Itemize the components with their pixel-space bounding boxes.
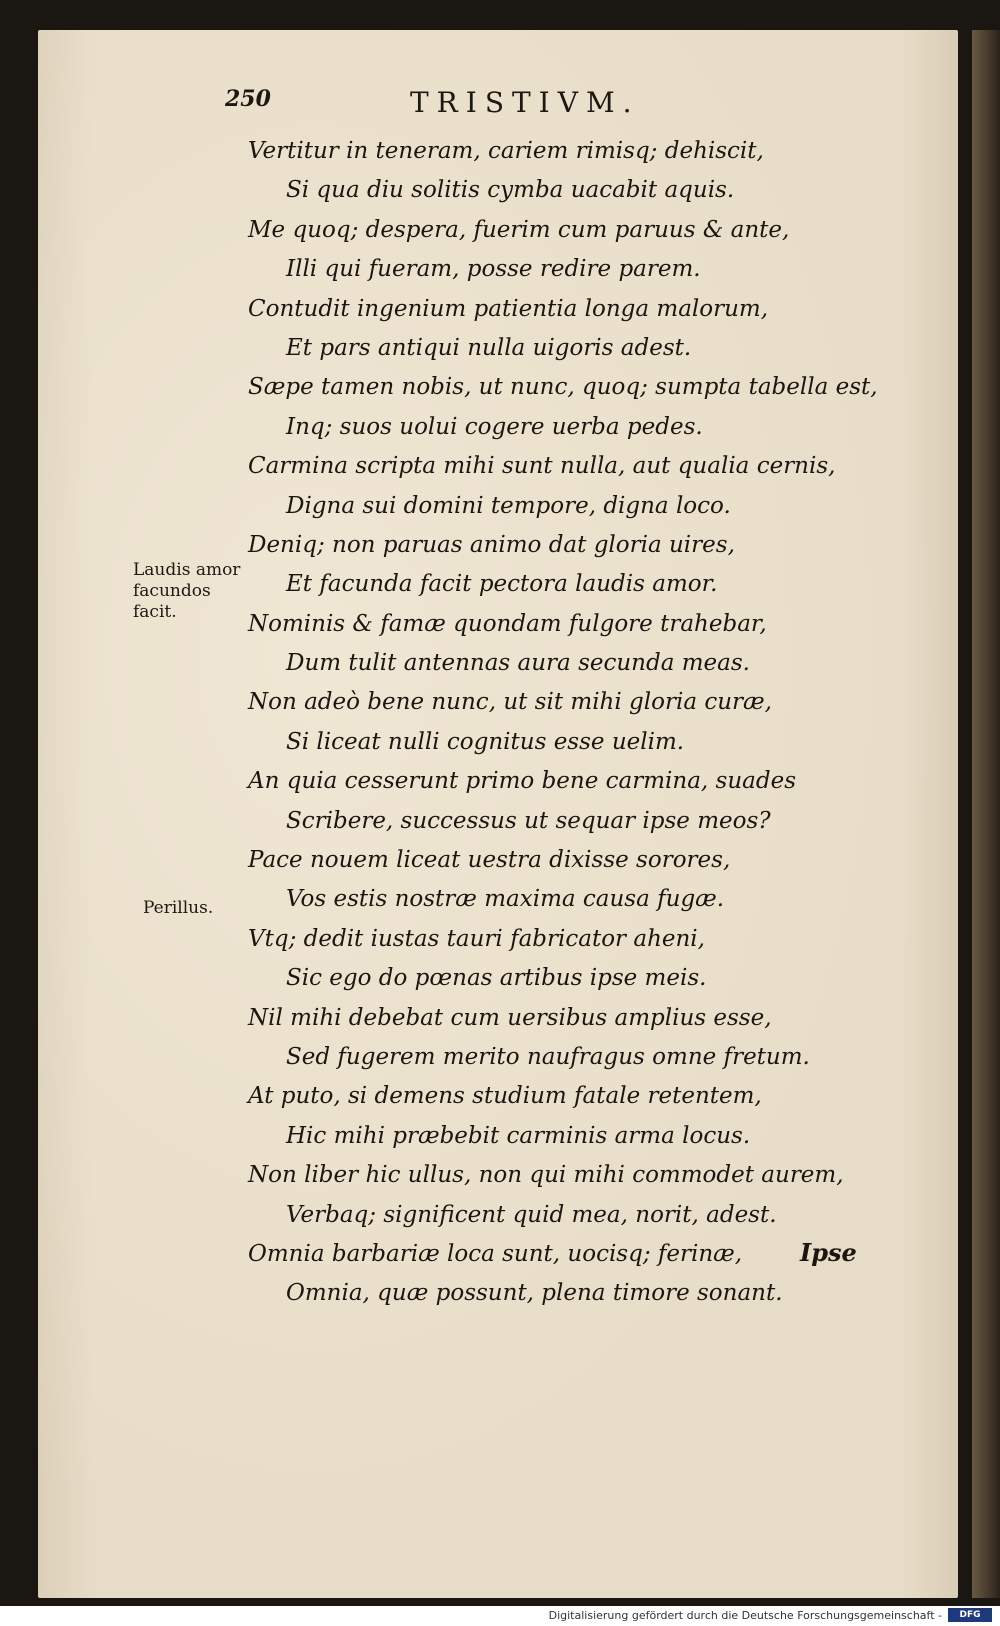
dfg-logo: DFG [948, 1608, 992, 1622]
verse-line: Digna sui domini tempore, digna loco. [286, 492, 731, 519]
verse-line: Si liceat nulli cognitus esse uelim. [286, 728, 685, 755]
verse-line: Omnia, quæ possunt, plena timore sonant. [286, 1280, 783, 1307]
verse-line: Contudit ingenium patientia longa malorum, [248, 295, 769, 322]
verse-block [248, 132, 878, 1314]
verse-line: Nil mihi debebat cum uersibus amplius esse, [248, 1004, 772, 1031]
verse-line: Sic ego do pœnas artibus ipse meis. [286, 965, 707, 992]
verse-line: Scribere, successus ut sequar ipse meos? [286, 807, 771, 834]
verse-line: Vertitur in teneram, cariem rimisq; dehiscit, [248, 138, 764, 164]
verse-line: Et pars antiqui nulla uigoris adest. [286, 334, 692, 361]
verse-line: Illi qui fueram, posse redire parem. [286, 256, 701, 283]
verse-line: Vos estis nostræ maxima causa fugæ. [286, 886, 725, 913]
verse-line: Deniq; non paruas animo dat gloria uires, [248, 531, 735, 558]
verse-line: Omnia barbariæ loca sunt, uocisq; ferinæ, [248, 1240, 743, 1267]
verse-line: An quia cesserunt primo bene carmina, suades [248, 768, 797, 795]
verse-line: Dum tulit antennas aura secunda meas. [286, 650, 750, 677]
verse-line: Me quoq; despera, fuerim cum paruus & ante, [248, 216, 790, 243]
funding-credit: Digitalisierung gefördert durch die Deutsche Forschungsgemeinschaft - [548, 1609, 942, 1622]
verse-line: At puto, si demens studium fatale retentem, [248, 1083, 762, 1110]
verse-line: Nominis & famæ quondam fulgore trahebar, [248, 610, 767, 637]
verse-line: Inq; suos uolui cogere uerba pedes. [286, 413, 703, 440]
verse-line: Verbaq; significent quid mea, norit, adest. [286, 1201, 777, 1228]
marginal-note-laudis: Laudis amor facundos facit. [133, 560, 241, 622]
verse-line: Pace nouem liceat uestra dixisse sorores, [248, 847, 731, 874]
verse-line: Si qua diu solitis cymba uacabit aquis. [286, 177, 735, 204]
verse-line: Sed fugerem merito naufragus omne fretum. [286, 1043, 810, 1070]
marginal-note-perillus: Perillus. [143, 898, 214, 918]
running-head: TRISTIVM. [410, 86, 640, 119]
verse-line: Sæpe tamen nobis, ut nunc, quoq; sumpta tabella est, [248, 374, 878, 401]
verse-line: Non adeò bene nunc, ut sit mihi gloria curæ, [248, 689, 772, 716]
verse-line: Et facunda facit pectora laudis amor. [286, 571, 718, 598]
verse-line: Carmina scripta mihi sunt nulla, aut qualia cernis, [248, 453, 836, 480]
verse-line: Hic mihi præbebit carminis arma locus. [286, 1122, 751, 1149]
catchword: Ipse [800, 1238, 857, 1267]
book-gutter [972, 30, 1000, 1598]
verse-line: Non liber hic ullus, non qui mihi commodet aurem, [248, 1162, 844, 1189]
page-number: 250 [225, 86, 271, 112]
verse-line: Vtq; dedit iustas tauri fabricator aheni, [248, 925, 705, 952]
